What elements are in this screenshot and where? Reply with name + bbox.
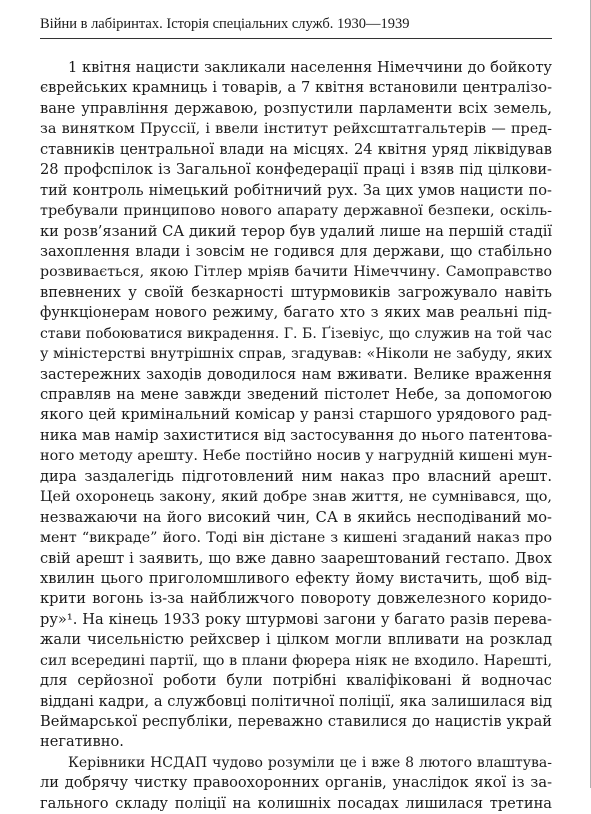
text-line: ване управління державою, розпустили парламенти всіх земель,	[40, 99, 552, 117]
text-line: сил всередині партії, що в плани фюрера ніяк не входило. Нарешті,	[40, 652, 552, 669]
running-head: Війни в лабіринтах. Історія спеціальних служб. 1930—1939	[40, 16, 410, 32]
text-line: у міністерстві внутрішніх справ, згадував: «Ніколи не забуду, яких	[40, 346, 552, 363]
text-line: ру»¹. На кінець 1933 року штурмові загони у багато разів перева-	[40, 610, 552, 628]
body-text	[40, 58, 552, 814]
text-line: гального складу поліції на колишніх посадах лишилася третина	[40, 794, 552, 812]
text-line: тий контроль німецький робітничий рух. За цих умов нацисти по-	[40, 181, 552, 199]
text-line: ставників центральної влади на місцях. 24 квітня уряд ліквідував	[40, 140, 552, 158]
text-line: ки розв’язаний СА дикий терор був удалий лише на першій стадії	[40, 222, 553, 240]
text-line: жали чисельністю рейхсвер і цілком могли впливати на розклад	[40, 631, 552, 649]
paragraph	[40, 753, 552, 814]
text-line: крити вогонь із-за найближчого повороту довжелезного коридо-	[40, 590, 552, 608]
text-line: свій арешт і заявить, що вже давно заарештований гестапо. Двох	[40, 549, 552, 567]
text-line: Керівники НСДАП чудово розуміли це і вже 8 лютого влаштува-	[68, 754, 552, 771]
text-line: хвилин цього приголомшливого ефекту йому вистачить, щоб від-	[40, 569, 552, 587]
text-line: требували принципово нового апарату державної безпеки, оскіль-	[40, 203, 552, 220]
paragraph	[40, 58, 552, 753]
text-line: дира заздалегідь підготовлений ним наказ про власний арешт.	[40, 467, 552, 485]
text-line: Цей охоронець закону, який добре знав життя, не сумнівався, що,	[40, 489, 552, 506]
text-line: ли добрячу чистку правоохоронних органів, унаслідок якої із за-	[40, 774, 552, 792]
text-line: незважаючи на його високий чин, СА в якийсь несподіваний мо-	[40, 508, 552, 526]
text-line: застережних заходів доводилося нам вживати. Велике враження	[40, 365, 552, 383]
text-line: негативно.	[40, 733, 124, 751]
text-line: справляв на мене завжди зведений пістолет Небе, за допомогою	[40, 386, 552, 403]
text-line: 1 квітня нацисти закликали населення Німеччини до бойкоту	[68, 59, 552, 76]
text-line: за винятком Пруссії, і ввели інститут рейхсштатгальтерів — пред-	[40, 121, 552, 138]
text-line: захоплення влади і зовсім не годився для держави, що стабільно	[40, 242, 552, 260]
text-line: стави побоюватися викрадення. Г. Б. Ґізевіус, що служив на той час	[40, 325, 552, 342]
text-line: віддані кадри, а службовці політичної поліції, яка залишилася від	[40, 692, 552, 710]
text-line: Веймарської республіки, переважно ставилися до нацистів украй	[40, 713, 552, 730]
text-line: ника мав намір захиститися від застосування до нього патентова-	[40, 426, 553, 444]
text-line: єврейських крамниць і товарів, а 7 квітня встановили централізо-	[40, 79, 552, 97]
text-line: розвивається, якою Гітлер мріяв бачити Німеччину. Самоправство	[40, 264, 552, 281]
text-line: якого цей кримінальний комісар у ранзі старшого урядового рад-	[40, 406, 552, 424]
text-line: функціонерам нового режиму, багато хто з яких мав реальні під-	[40, 304, 552, 322]
text-line: мент “викраде” його. Тоді він дістане з кишені згаданий наказ про	[40, 530, 552, 547]
text-line: ного методу арешту. Небе постійно носив у нагрудній кишені мун-	[40, 448, 553, 465]
header-rule	[40, 38, 552, 39]
text-line: для серйозної роботи були потрібні кваліфіковані й водночас	[40, 672, 552, 690]
text-line: 28 профспілок із Загальної конфедерації праці і взяв під цілкови-	[40, 161, 552, 179]
text-line: впевнених у своїй безкарності штурмовиків загрожувало навіть	[40, 283, 552, 301]
